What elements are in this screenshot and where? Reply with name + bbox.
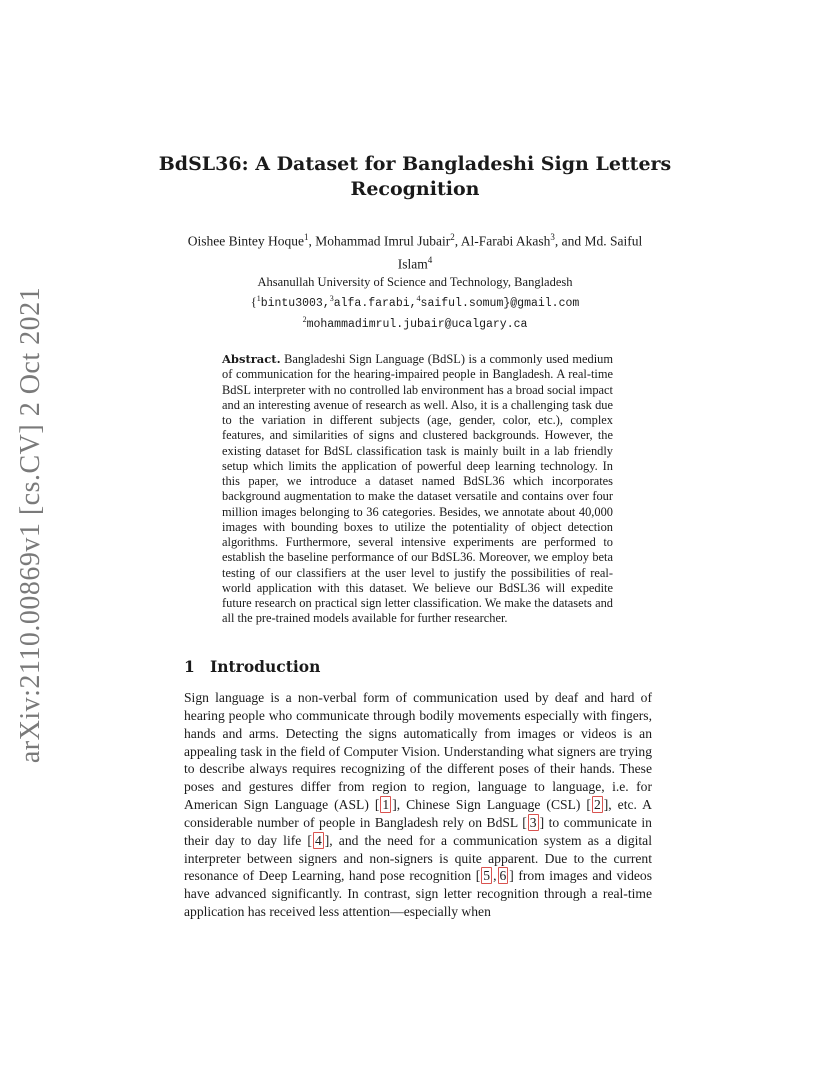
intro-text: Sign language is a non-verbal form of communication used by deaf and hard of hearing people who communicate through bodily movements especially with fingers, hands and arms. Detecting the signs automatically from images or videos is an appealing task in the field of Computer Vision. Understanding what signers are trying to describe always requires recognizing of the different poses of their hands. These poses and gestures differ from region to region, language to language, i.e. for American Sign Language (ASL) <box>184 690 652 813</box>
intro-text: , Chinese Sign Language (CSL) <box>396 797 581 813</box>
citation-link[interactable]: 4 <box>314 832 322 848</box>
brace-open: { <box>250 294 257 309</box>
intro-text: , and the need for a communication system as a digital interpreter between signers and non-signers is quite apparent. Due to the current resonance of Deep Learning, hand pose recognition <box>184 832 652 884</box>
email-line-1 <box>200 291 630 313</box>
email-sup: 2 <box>302 315 307 325</box>
email-sup: 3 <box>329 293 334 303</box>
intro-text: to communicate in their day to day life <box>184 814 652 848</box>
author-name: Al-Farabi Akash <box>460 233 551 249</box>
email-sup: 4 <box>416 293 421 303</box>
arxiv-id-text: arXiv:2110.00869v1 [cs.CV] 2 Oct 2021 <box>15 286 46 764</box>
citation-link[interactable]: 2 <box>593 797 601 813</box>
citation-link[interactable]: 6 <box>499 868 507 884</box>
citation-link[interactable]: 5 <box>483 868 491 884</box>
author-name: Mohammad Imrul Jubair <box>315 233 451 249</box>
email-user: saiful.somum <box>420 296 504 310</box>
intro-text: , etc. A considerable number of people in Bangladesh rely on BdSL <box>184 797 652 830</box>
author-sup: 2 <box>450 232 455 242</box>
email-user: alfa.farabi, <box>333 296 417 310</box>
author-name: Oishee Bintey Hoque <box>187 233 304 249</box>
section-heading <box>184 657 320 676</box>
email-user: bintu3003, <box>260 296 330 310</box>
email-sup: 1 <box>256 293 261 303</box>
affiliation-block <box>200 274 630 334</box>
citation-link[interactable]: 1 <box>382 797 390 813</box>
email-line-2 <box>200 312 630 334</box>
title-line-2: Recognition <box>350 178 480 200</box>
email-address: mohammadimrul.jubair@ucalgary.ca <box>306 318 528 332</box>
citation-link[interactable]: 3 <box>529 814 537 830</box>
intro-text: from images and videos have advanced significantly. In contrast, sign letter recognition through a real-time application has received less attention—especially when <box>184 868 652 920</box>
author-name: Md. Saiful Islam <box>397 233 643 271</box>
author-connector: and <box>561 233 582 249</box>
author-sup: 3 <box>550 232 555 242</box>
abstract-label: Abstract. <box>222 352 281 366</box>
paper-title <box>150 152 680 202</box>
section-number: 1 <box>184 657 195 676</box>
section-title: Introduction <box>210 657 321 676</box>
author-sup: 1 <box>303 232 309 242</box>
abstract-text: Bangladeshi Sign Language (BdSL) is a commonly used medium of communication for the hearing-impaired people in Bangladesh. A real-time BdSL interpreter with no controlled lab environment has a broad social impact and an interesting avenue of research as well. Also, it is a challenging task due to the variation in different subjects (age, gender, color, etc.), complex features, and similarities of signs and clustered backgrounds. However, the existing dataset for BdSL classification task is mainly built in a lab friendly setup which limits the application of powerful deep learning technology. In this paper, we introduce a dataset named BdSL36 which incorporates background augmentation to make the dataset versatile and contains over four million images belonging to 36 categories. Besides, we annotate about 40,000 images with bounding boxes to utilize the potentiality of object detection algorithms. Furthermore, several intensive experiments are performed to establish the baseline performance of our BdSL36. Moreover, we employ beta testing of our classifiers at the user level to justify the possibilities of real-world application with this dataset. We believe our BdSL36 will expedite future research on practical sign letter classification. We make the datasets and all the pre-trained models available for further researcher. <box>222 352 613 626</box>
abstract <box>222 352 613 627</box>
title-line-1: BdSL36: A Dataset for Bangladeshi Sign Letters <box>158 153 672 175</box>
affiliation-institution: Ahsanullah University of Science and Technology, Bangladesh <box>257 275 573 289</box>
email-domain: }@gmail.com <box>503 296 580 310</box>
arxiv-watermark <box>14 286 48 764</box>
author-sup: 4 <box>427 254 433 265</box>
author-list: Oishee Bintey Hoque$^1$, Mohammad Imrul Jubair$^2$, Al-Farabi Akash$^3$, and Md. Saiful Islam$^4$ <box>187 232 643 271</box>
intro-paragraph: Sign language is a non-verbal form of communication used by deaf and hard of hearing people who communicate through bodily movements especially with fingers, hands and arms. Detecting the signs automatically from images or videos is an appealing task in the field of Computer Vision. Understanding what signers are trying to describe always requires recognizing of the different poses of their hands. These poses and gestures differ from region to region, language to language, i.e. for American Sign Language (ASL) [ 1 ], Chinese Sign Language (CSL) [ 2 ], etc. A considerable number of people in Bangladesh rely on BdSL [ 3 ] to communicate in their day to day life [ 4 ], and the need for a communication system as a digital interpreter between signers and non-signers is quite apparent. Due to the current resonance of Deep Learning, hand pose recognition [ 5 , 6 ] from images and videos have advanced significantly. In contrast, sign letter recognition through a real-time application has received less attention—especially when <box>184 690 652 920</box>
